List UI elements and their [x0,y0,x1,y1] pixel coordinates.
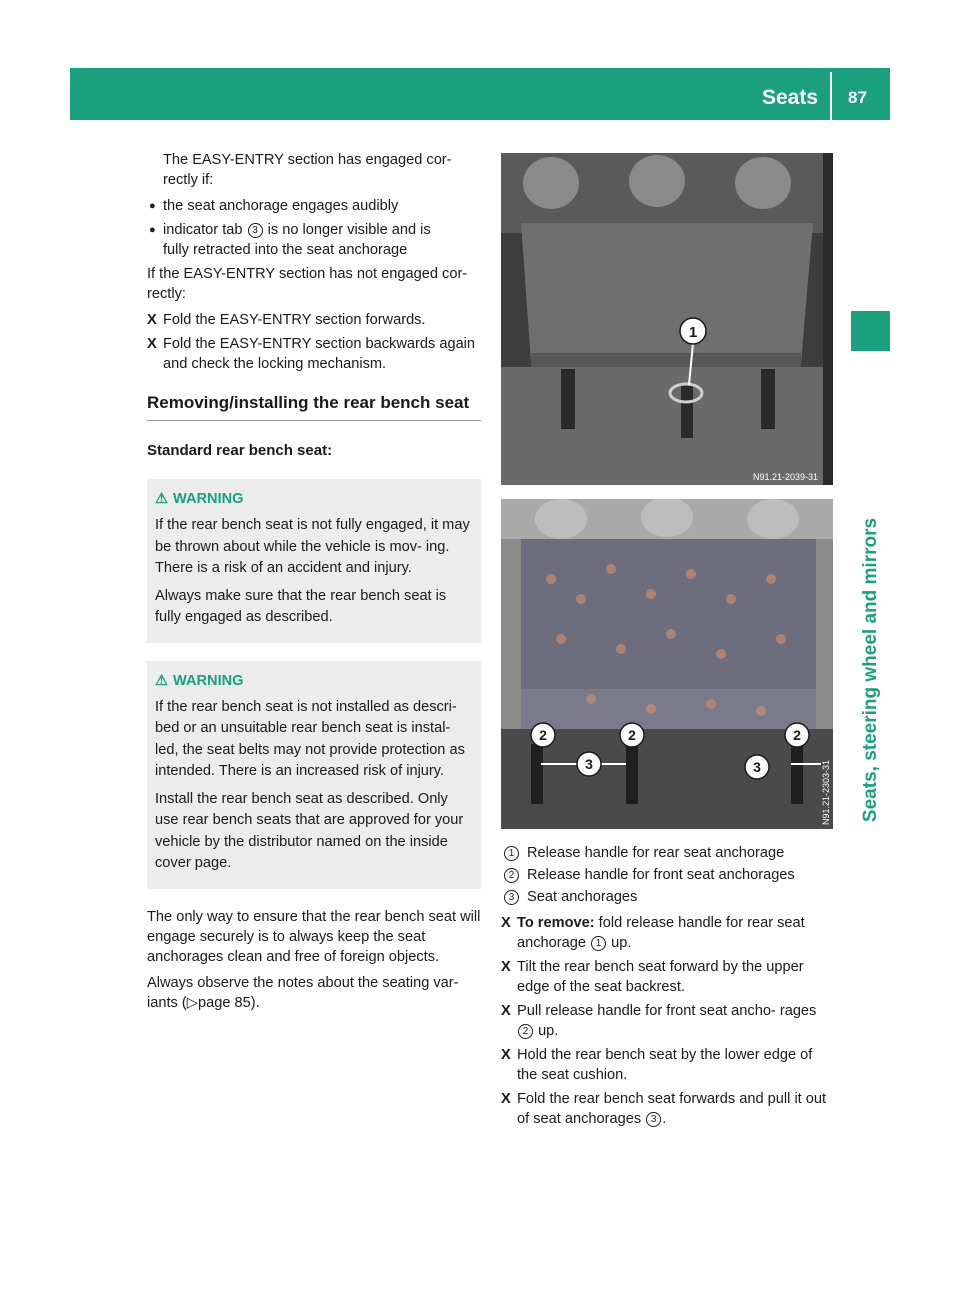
warning-text: Install the rear bench seat as described. Only use rear bench seats that are approved for your vehicle by the distributor named on the inside cover page. [155,790,464,871]
callout-1-icon: 1 [591,936,606,951]
bench-anchorage-illustration [501,499,833,829]
rear-bench-photo [501,153,833,485]
step-arrow-icon: X [501,1003,511,1019]
callout-2: 2 [539,727,547,743]
step-item: X Tilt the rear bench seat forward by the upper edge of the seat backrest. [501,959,804,995]
step-item: X Hold the rear bench seat by the lower edge of the seat cushion. [501,1047,813,1083]
warning-title: ⚠ WARNING [155,672,244,689]
legend-item: 2 Release handle for front seat anchorages [501,865,833,885]
step-arrow-icon: X [501,1047,511,1063]
section-title: Seats [762,86,819,109]
side-tab-marker [851,311,890,351]
step-arrow-icon: X [147,336,157,352]
bullet-icon: ● [149,224,156,236]
callout-1: 1 [688,324,698,341]
chapter-label: Seats, steering wheel and mirrors [860,517,881,823]
right-column [501,153,833,1133]
callout-3-icon: 3 [248,223,263,238]
body-paragraph: Always observe the notes about the seating var- iants (▷page 85). [147,974,459,1011]
callout-3: 3 [753,759,761,775]
step-arrow-icon: X [501,915,511,931]
callout-2-icon: 2 [518,1024,533,1039]
step-item: X Fold the rear bench seat forwards and pull it out of seat anchorages 3 . [501,1091,827,1127]
warning-text: Always make sure that the rear bench seat is fully engaged as described. [155,587,447,625]
step-item: X To remove: fold release handle for rear seat anchorage 1 up. [501,915,805,951]
page-number: 87 [848,88,867,107]
header-divider [830,72,832,120]
engaged-intro: The EASY-ENTRY section has engaged cor- rectly if: [163,152,452,188]
legend-item: 3 Seat anchorages [501,887,833,907]
warning-box [147,479,481,643]
image-code: N91.21-2039-31 [753,472,819,482]
callout-2-icon: 2 [504,868,519,883]
warning-box [147,661,481,889]
warning-icon: ⚠ [155,672,169,689]
callout-1-icon: 1 [504,846,519,861]
bullet-item: ● the seat anchorage engages audibly [149,198,399,214]
step-arrow-icon: X [501,959,511,975]
warning-text: If the rear bench seat is not fully engaged, it may be thrown about while the vehicle is mov- ing. There is a risk of an accident and injury. [155,517,470,576]
heading-rule [147,420,481,421]
callout-2: 2 [628,727,636,743]
step-item: X Pull release handle for front seat ancho- rages 2 up. [501,1003,817,1039]
rear-bench-illustration [501,153,833,485]
left-column [147,150,481,1019]
warning-icon: ⚠ [155,491,169,507]
callout-3-icon: 3 [504,890,519,905]
section-heading: Removing/installing the rear bench seat [147,393,470,412]
bench-anchorage-photo [501,499,833,829]
body-paragraph: The only way to ensure that the rear bench seat will engage securely is to always keep the seat anchorages clean and free of foreign objects. [147,908,481,965]
warning-text: If the rear bench seat is not installed as descri- bed or an unsuitable rear bench seat is instal- led, the seat belts may not provide protection as intended. There is an increased risk of injury. [155,698,465,779]
step-item: X Fold the EASY-ENTRY section backwards again and check the locking mechanism. [147,336,476,372]
callout-3: 3 [585,756,593,772]
warning-title: ⚠ WARNING [155,491,244,507]
subheading: Standard rear bench seat: [147,442,333,459]
legend-item: 1 Release handle for rear seat anchorage [501,843,833,863]
not-engaged-text: If the EASY-ENTRY section has not engaged cor- rectly: [147,266,468,302]
step-item: X Fold the EASY-ENTRY section forwards. [147,312,426,328]
page-ref-arrow-icon: ▷ [186,994,198,1011]
bullet-icon: ● [149,200,156,212]
callout-3-icon: 3 [646,1112,661,1127]
callout-2: 2 [793,727,801,743]
step-arrow-icon: X [501,1091,511,1107]
step-arrow-icon: X [147,312,157,328]
bullet-item: ● indicator tab 3 is no longer visible and is fully retracted into the seat anchorage [149,222,431,258]
image-code: N91.21-2303-31 [821,759,831,825]
